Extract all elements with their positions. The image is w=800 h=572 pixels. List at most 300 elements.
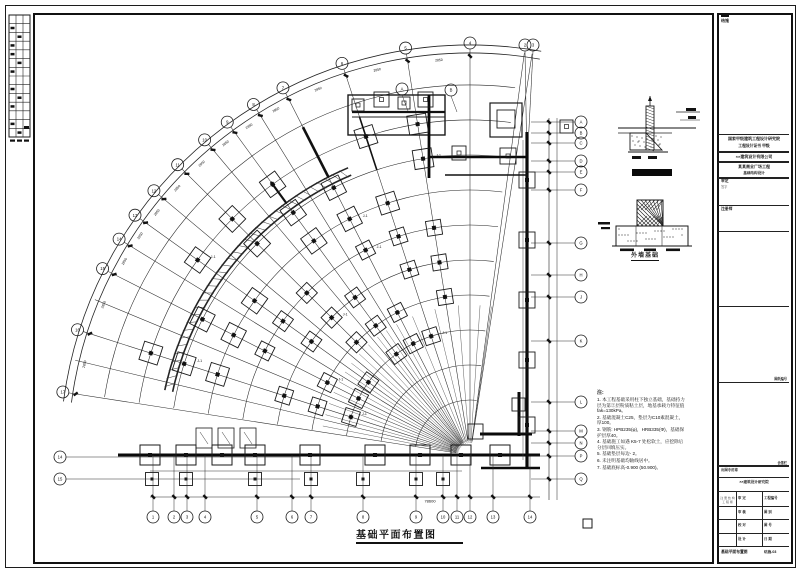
tb-project-name: 某某商业广场工程: [738, 164, 770, 169]
pad-core: [325, 380, 330, 385]
d1-dim-blob: [632, 156, 641, 159]
pad-core: [280, 318, 286, 324]
foundation-pad-group: [389, 227, 408, 246]
grid-bubble-label: 8: [252, 102, 255, 108]
grid-bubble-label: 9: [414, 514, 418, 520]
revision-mark: [11, 27, 15, 30]
arc-dim-text: 2850: [373, 67, 382, 73]
grid-bubble-label: H: [579, 272, 583, 278]
grid-bubble-label: 16: [75, 327, 80, 333]
d1-arrow: [648, 96, 652, 101]
d2-dim-blob: [666, 249, 680, 252]
foundation-pad-group: [275, 386, 294, 405]
pad-core: [424, 98, 428, 102]
wing-pad: [497, 110, 515, 128]
pad-core: [220, 453, 224, 457]
tb-approve-label: 审定: [721, 179, 729, 183]
tb-role-label-3: 设 计: [738, 536, 746, 541]
pad-core: [182, 361, 187, 366]
foundation-pad-group: [412, 148, 434, 170]
radial-grid-line: [83, 332, 456, 451]
pad-core: [415, 122, 420, 127]
foundation-pad-group: [355, 240, 375, 260]
tb-meta-label-0: 工程编号: [764, 496, 778, 500]
d2-hatch: [649, 200, 659, 210]
arc-wall-hatch: [295, 196, 305, 201]
grid-bubble-label: 5: [404, 45, 407, 51]
foundation-pad-group: [348, 388, 368, 408]
arc-wall-hatch: [221, 265, 233, 266]
arc-dim-text: 2850: [271, 106, 281, 114]
note-item-6: 6. 未注明基础均轴线居中。: [597, 458, 653, 464]
revision-footer-mark: [10, 140, 15, 142]
radial-grid-line: [75, 360, 456, 452]
pad-core: [421, 156, 426, 161]
arc-dim-text: 2850: [221, 139, 230, 148]
grid-bubble-label: C: [579, 140, 583, 146]
d1-stipple: [653, 143, 654, 144]
grid-bubble-label: B: [449, 87, 453, 93]
foundation-pad-group: [387, 302, 407, 322]
d2-stipple: [681, 228, 682, 229]
d1-wall-hatch: [646, 118, 654, 121]
d2-stipple: [654, 230, 655, 231]
d2-stipple: [678, 228, 679, 229]
pad-core: [252, 298, 258, 304]
d2-stipple: [675, 228, 676, 229]
d2-stipple: [645, 238, 646, 239]
d1-stipple: [646, 138, 647, 139]
d2-note-blob: [601, 227, 610, 229]
revision-mark: [11, 70, 15, 73]
revision-mark: [11, 53, 15, 56]
fan-line: [458, 305, 469, 443]
pad-core: [373, 453, 377, 457]
detail-2-title: 外墙基础: [631, 250, 659, 261]
arc-dim-text: 2850: [100, 300, 107, 309]
d1-dim-blob: [648, 156, 657, 159]
d1-wall-hatch: [646, 109, 654, 112]
arc-wall-hatch: [262, 221, 273, 225]
radial-grid-line: [140, 219, 459, 447]
pad-id-label: J-1: [442, 331, 448, 336]
tb-meta-label-2: 图 号: [764, 523, 772, 527]
notes-list: [597, 397, 685, 470]
arc-wall-hatch: [309, 186, 319, 192]
d2-stipple: [627, 234, 628, 235]
grid-bubble-label: 3: [531, 42, 535, 48]
foundation-pad-group: [221, 322, 247, 348]
foundation-pad-group: [422, 327, 441, 346]
foundation-pad-group: [184, 247, 211, 274]
fan-line: [472, 307, 492, 444]
pad-core: [309, 339, 315, 345]
arc-dim-text: 2850: [173, 184, 182, 193]
fan-line: [368, 345, 461, 446]
foundation-pad-group: [425, 219, 442, 236]
grid-bubble-label: 10: [202, 137, 207, 143]
d2-stipple: [666, 236, 667, 237]
grid-bubble-label: 15: [57, 476, 63, 482]
dim-tick: [87, 331, 93, 335]
foundation-pad-group: [255, 341, 275, 361]
grid-bubble-label: 7: [309, 514, 313, 520]
radial-grid-line: [69, 393, 456, 453]
d1-stipple: [644, 146, 645, 147]
d2-stipple: [669, 236, 670, 237]
pad-core: [356, 396, 361, 401]
dim-tick: [210, 148, 215, 151]
arc-dim-text: 2850: [152, 208, 161, 217]
tb-institute-name: 国家甲级建筑工程设计研究院: [728, 136, 780, 141]
tb-role-label-2: 校 对: [738, 523, 746, 527]
d1-stipple: [652, 138, 653, 139]
d1-wall-hatch: [646, 130, 654, 133]
dim-tick: [343, 74, 349, 78]
title-block-divider: [718, 491, 789, 492]
d1-wall-hatch: [646, 124, 654, 127]
pit-mark: [200, 432, 208, 444]
pad-core: [366, 379, 372, 385]
foundation-pad-group: [403, 334, 423, 354]
tb-company-name: ××建筑设计有限公司: [719, 154, 789, 162]
grid-bubble-label: 13: [490, 514, 496, 520]
d1-title-bar: [632, 169, 672, 176]
d2-stipple: [630, 240, 631, 241]
pad-core: [195, 257, 201, 263]
d1-wall-hatch: [646, 121, 654, 124]
grid-bubble-label: 1: [151, 514, 155, 520]
pit-mark: [244, 432, 252, 444]
drawing-title: 基础平面布置图: [356, 526, 463, 544]
grid-bubble-label: A: [579, 119, 583, 125]
grid-bubble-label: B: [579, 130, 583, 136]
wing-pad-group: [490, 103, 522, 137]
pad-id-label: J-1: [210, 254, 216, 259]
pad-core: [443, 295, 448, 300]
foundation-pad-group: [436, 288, 453, 305]
pad-core: [231, 332, 236, 337]
pad-core: [331, 185, 336, 190]
d2-stipple: [618, 234, 619, 235]
arc-wall-hatch: [268, 216, 279, 220]
d1-stipple: [648, 142, 649, 143]
general-notes: [597, 390, 685, 471]
pad-core: [498, 453, 502, 457]
d1-stipple: [641, 137, 642, 138]
pad-core: [565, 125, 569, 129]
title-block-divider: [718, 533, 789, 534]
d1-wall-hatch: [646, 115, 654, 118]
d2-stipple: [624, 234, 625, 235]
foundation-pad-group: [317, 373, 337, 393]
d1-stipple: [632, 140, 633, 141]
d1-wall-hatch: [646, 145, 654, 148]
d2-stipple: [636, 232, 637, 233]
revision-mark: [11, 88, 15, 91]
revision-footer-mark: [17, 140, 22, 142]
pad-core: [407, 267, 412, 272]
tb-meta-label-3: 日 期: [764, 536, 772, 541]
grid-bubble-label: D: [579, 158, 583, 164]
fan-line: [326, 415, 459, 452]
d1-stipple: [634, 144, 635, 145]
tb-side-text-1: 图纸编号: [774, 377, 787, 381]
foundation-pad-group: [308, 397, 327, 416]
pad-core: [262, 348, 267, 353]
pad-core: [525, 298, 529, 302]
grid-bubble-label: P: [579, 453, 583, 459]
revision-mark: [24, 126, 29, 129]
foundation-pad-group: [280, 199, 307, 226]
fan-line: [386, 330, 463, 445]
foundation-pad-group: [206, 362, 230, 386]
pad-id-label: J-1: [376, 245, 382, 250]
title-block-divider: [718, 382, 789, 383]
tb-side-text-2: 会签栏: [777, 461, 787, 465]
pad-core: [311, 238, 317, 244]
arc-wall-hatch: [249, 233, 260, 236]
foundation-pad-group: [139, 341, 163, 365]
d1-stipple: [660, 136, 661, 137]
pad-core: [200, 317, 205, 322]
foundation-pad-group: [358, 372, 379, 393]
pad-id-label: J-1: [361, 411, 367, 416]
pad-core: [363, 247, 368, 252]
pad-core: [215, 372, 220, 377]
d2-stipple: [633, 240, 634, 241]
d2-stipple: [636, 240, 637, 241]
note-item-3: 3. 钢筋: HPB235(φ)，HRB335(Φ)，基础保护层厚40。: [597, 427, 685, 438]
tb-drawing-name: 基础平面布置图: [721, 550, 748, 554]
foundation-pad-group: [431, 254, 448, 271]
pad-core: [348, 414, 353, 419]
d1-stipple: [650, 146, 651, 147]
d1-stipple: [638, 140, 639, 141]
pad-core: [347, 216, 352, 221]
grid-bubble-label: 17: [60, 389, 66, 395]
foundation-pad-group: [301, 331, 322, 352]
revision-mark: [11, 123, 15, 126]
fan-line: [334, 392, 459, 450]
d2-stipple: [645, 232, 646, 233]
tb-drawing-number: 结施-03: [764, 550, 777, 554]
grid-bubble-label: 9: [226, 119, 229, 125]
radial-grid-line: [472, 53, 525, 441]
grid-bubble-label: 14: [527, 514, 533, 520]
d2-stipple: [660, 230, 661, 231]
pad-core: [525, 423, 529, 427]
pad-core: [525, 178, 529, 182]
d2-stipple: [657, 230, 658, 231]
d2-stipple: [654, 238, 655, 239]
pad-core: [394, 351, 400, 357]
revision-mark: [18, 96, 22, 99]
foundation-pad-group: [365, 315, 386, 336]
d2-stipple: [642, 232, 643, 233]
tb-subtitle: 基础结构设计: [743, 170, 765, 175]
d2-stipple: [621, 234, 622, 235]
pad-core: [290, 210, 296, 216]
grid-bubble-label: 12: [151, 188, 157, 194]
grid-stem: [451, 96, 457, 112]
title-block-divider: [718, 231, 789, 232]
fan-line: [471, 305, 480, 443]
d1-stipple: [655, 135, 656, 136]
pad-id-label: J-1: [197, 358, 203, 363]
arc-wall-hatch: [339, 171, 348, 178]
foundation-pad: [398, 97, 410, 109]
grid-bubble-label: 6: [290, 514, 294, 520]
dim-tick: [258, 114, 263, 117]
grid-bubble-label: 3: [185, 514, 189, 520]
title-block-divider: [718, 477, 789, 478]
d2-stipple: [651, 238, 652, 239]
dim-tick: [286, 98, 291, 102]
d2-stipple: [681, 234, 682, 235]
pad-core: [385, 201, 390, 206]
revision-mark: [18, 35, 22, 38]
d2-stipple: [663, 236, 664, 237]
title-block-divider: [718, 519, 789, 520]
d2-footing: [616, 226, 688, 246]
grid-bubble-label: 7: [281, 85, 285, 91]
note-item-2: 2. 基础混凝土C25，垫层为C10素混凝土，厚100。: [597, 414, 684, 426]
grid-bubble-label: 15: [100, 266, 105, 272]
radial-beam: [359, 117, 376, 170]
title-block-divider: [718, 546, 789, 547]
grid-bubble-label: J: [579, 294, 583, 300]
title-block-divider: [718, 162, 789, 163]
tb-registered-label: 注册师: [721, 207, 733, 211]
pad-id-label: J-1: [342, 312, 348, 317]
d1-stipple: [639, 145, 640, 146]
dim-tick: [73, 392, 78, 397]
dim-tick: [111, 273, 116, 277]
pad-core: [148, 453, 152, 457]
radial-grid-line: [182, 169, 460, 445]
radial-beam: [303, 127, 328, 177]
radial-grid-line: [231, 127, 462, 444]
foundation-pad-group: [172, 352, 196, 376]
grid-bubble-label: 14: [116, 236, 122, 242]
radial-grid-line: [108, 271, 458, 448]
grid-bubble-label: K: [579, 338, 583, 344]
arc-wall-hatch: [227, 258, 238, 260]
foundation-pad-group: [400, 260, 419, 279]
pad-id-label: J-1: [338, 377, 344, 382]
tb-stamp-label: 出图专用章: [721, 468, 738, 472]
d1-wall-hatch: [646, 148, 654, 151]
pad-core: [429, 334, 434, 339]
grid-bubble-label: 4: [468, 40, 472, 46]
tb-stamp-column: 注 册 结 构 工 程 师: [720, 496, 735, 505]
arc-dim-text: 2850: [120, 257, 129, 266]
tb-certificate: 工程设计证书 甲级: [738, 144, 770, 148]
foundation-pad-group: [337, 206, 363, 232]
dim-tick: [184, 173, 189, 175]
pad-core: [437, 260, 442, 265]
revision-footer-mark: [24, 140, 29, 142]
revision-mark: [18, 62, 22, 65]
grid-bubble-label: 5: [255, 514, 259, 520]
dim-tick: [161, 198, 166, 201]
note-item-7: 7. 基础底标高-0.900 (50.900)。: [597, 464, 662, 470]
pad-core: [459, 453, 463, 457]
d1-stipple: [658, 144, 659, 145]
note-item-5: 5. 基础垫层每边- 2。: [597, 451, 640, 457]
d1-note-blob: [686, 108, 696, 111]
d1-stipple: [631, 135, 632, 136]
pad-core: [315, 404, 320, 409]
title-block-divider: [718, 306, 789, 307]
arc-dim-text: 2850: [313, 85, 323, 93]
d2-stipple: [648, 238, 649, 239]
foundation-pad-group: [273, 311, 294, 332]
pad-core: [525, 238, 529, 242]
foundation-pad-group: [241, 287, 268, 314]
grid-bubble-label: F: [579, 187, 583, 193]
arc-dim-text: 2850: [244, 122, 254, 131]
d2-stipple: [618, 228, 619, 229]
d1-stipple: [645, 145, 646, 146]
foundation-pad-group: [376, 191, 400, 215]
revision-mark: [11, 105, 15, 108]
foundation-pad-group: [345, 287, 366, 308]
grid-bubble-label: M: [579, 428, 583, 434]
pad-core: [253, 453, 257, 457]
grid-bubble-label: N: [579, 440, 583, 446]
arc-dim-text: 2850: [136, 231, 144, 241]
pad-core: [418, 453, 422, 457]
tb-role-label-1: 审 核: [738, 509, 746, 514]
tb-sign-label: 签字: [721, 185, 728, 189]
grid-bubble-label: 12: [467, 514, 473, 520]
pad-core: [184, 453, 188, 457]
grid-bubble-label: A: [400, 86, 404, 92]
foundation-pad-group: [354, 125, 378, 149]
tb-company-row: ××建筑设计研究院: [739, 480, 769, 484]
pad-core: [411, 341, 416, 346]
pad-core: [432, 226, 437, 231]
revision-mark: [18, 131, 22, 134]
grid-bubble-label: L: [579, 399, 583, 405]
grid-bubble-label: 11: [454, 514, 460, 520]
d1-stipple: [643, 141, 644, 142]
pad-core: [356, 103, 360, 107]
grid-bubble-label: Q: [579, 476, 583, 482]
d1-stipple: [651, 139, 652, 140]
notes-title: 注:: [597, 390, 604, 396]
note-item-4: 4. 基础施工如遇 K5-7 处松软土，应挖除后分层回填压实。: [597, 439, 684, 450]
d1-stipple: [659, 143, 660, 144]
pad-core: [373, 323, 379, 329]
pad-core: [396, 234, 401, 239]
d2-stipple: [627, 240, 628, 241]
foundation-pad: [418, 92, 433, 107]
pad-core: [308, 453, 312, 457]
orientation-square: [583, 519, 592, 528]
d1-stipple: [637, 141, 638, 142]
radial-grid-line: [95, 300, 457, 450]
bottom-dim-text: 78600: [424, 498, 436, 504]
pad-id-label: J-1: [436, 153, 442, 158]
dim-tick: [232, 131, 237, 134]
tb-discipline-tag: 结施: [721, 15, 729, 24]
d1-stipple: [636, 136, 637, 137]
d1-stipple: [657, 139, 658, 140]
grid-bubble-label: 2: [172, 514, 176, 520]
